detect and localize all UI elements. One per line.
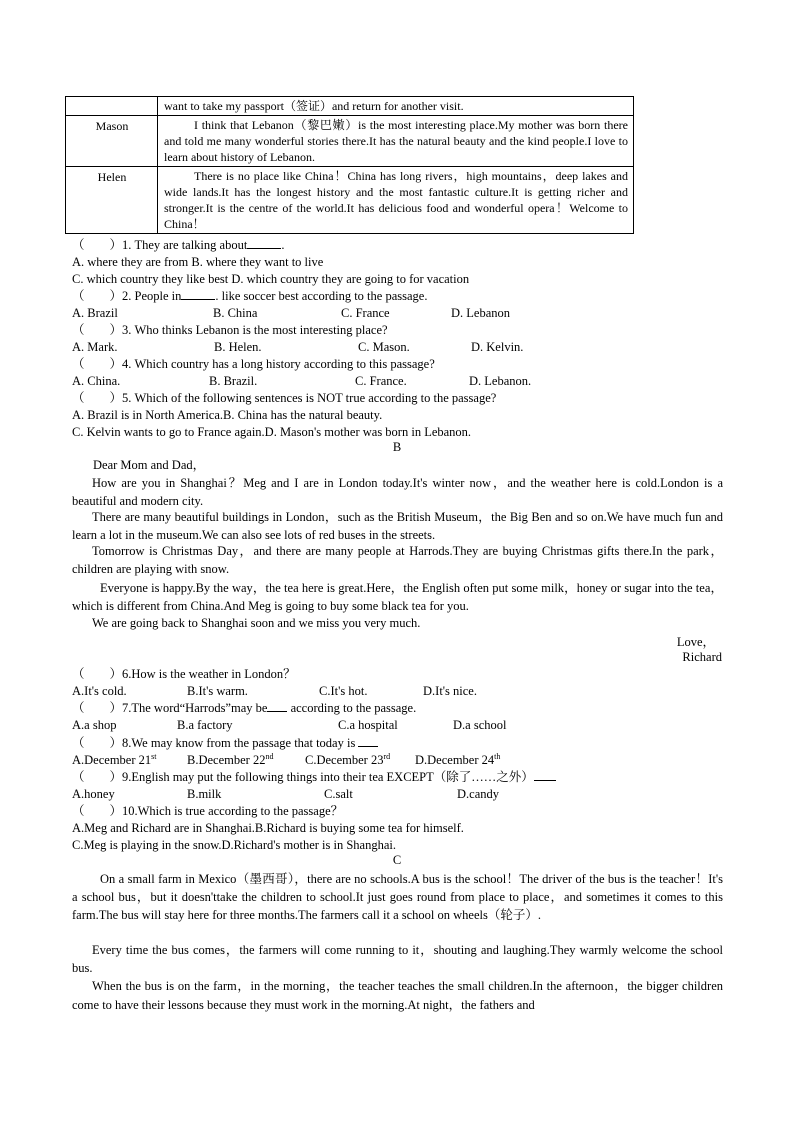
question-5-option-line: A. Brazil is in North America.B. China has the natural beauty. — [72, 408, 383, 422]
letter-paragraph: How are you in Shanghai？Meg and I are in London today.It's winter now，and the weather here is cold.London is a beautiful and modern city. — [72, 476, 723, 508]
option: B.a factory — [177, 718, 233, 732]
option: D. Kelvin. — [471, 340, 524, 354]
answer-blank — [358, 746, 378, 747]
table-text: There is no place like China！China has long rivers，high mountains，deep lakes and wide lands.It has the longest history and the most fantastic culture.It is getting richer and stronger.It is the centre of the world.It has delicious food and wonderful opera！Welcome to China！ — [164, 169, 628, 231]
question-3-options — [72, 339, 724, 356]
option: D. Lebanon — [451, 306, 511, 320]
option: C. Mason. — [358, 340, 410, 354]
question-9-options — [72, 786, 724, 803]
question-5-option-line: C. Kelvin wants to go to France again.D. Mason's mother was born in Lebanon. — [72, 425, 472, 439]
option: C. France. — [355, 374, 407, 388]
country-opinions-table — [65, 96, 634, 234]
section-b-heading: B — [392, 440, 402, 454]
option: D.It's nice. — [423, 684, 477, 698]
option: B. China — [213, 306, 258, 320]
option: A. China. — [72, 374, 121, 388]
question-2-options — [72, 305, 724, 322]
option: D.a school — [453, 718, 507, 732]
option: C.salt — [324, 787, 353, 801]
table-name-cell: Mason — [66, 116, 158, 167]
question-9: （ ）9.English may put the following things into their tea EXCEPT（除了……之外） — [72, 769, 724, 786]
question-3: （ ）3. Who thinks Lebanon is the most interesting place? — [72, 323, 388, 337]
option: B.December 22nd — [187, 751, 274, 767]
option: B.It's warm. — [187, 684, 248, 698]
question-2: （ ）2. People in . like soccer best according to the passage. — [72, 289, 428, 303]
option: A.honey — [72, 787, 115, 801]
letter-closing: Love， — [676, 635, 715, 649]
letter-paragraph: Everyone is happy.By the way，the tea here is great.Here，the English often put some milk，honey or sugar into the tea，which is different from China.And Meg is going to buy some black tea for you. — [72, 581, 723, 613]
passage-paragraph: On a small farm in Mexico（墨西哥），there are no schools.A bus is the school！The driver of the bus is the teacher！It's a school bus，but it doesn'ttake the children to school.It just goes round from place to place，and sometimes it comes to this farm.The bus will stay here for three months.The farmers call it a school on wheels（轮子）. — [72, 872, 723, 922]
option: C. France — [341, 306, 390, 320]
question-10-option-line: A.Meg and Richard are in Shanghai.B.Richard is buying some tea for himself. — [72, 821, 464, 835]
letter-signature: Richard — [682, 650, 722, 664]
option: C.It's hot. — [319, 684, 368, 698]
option: A.December 21st — [72, 751, 157, 767]
answer-blank — [247, 248, 281, 249]
letter-paragraph: Tomorrow is Christmas Day，and there are many people at Harrods.They are buying Christmas gifts there.In the park，children are playing with snow. — [72, 544, 723, 576]
letter-paragraph: We are going back to Shanghai soon and we miss you very much. — [92, 616, 421, 630]
table-name-cell — [66, 97, 158, 116]
answer-blank — [181, 299, 215, 300]
table-row — [66, 116, 634, 167]
answer-blank — [534, 780, 556, 781]
option: D.candy — [457, 787, 499, 801]
table-text: I think that Lebanon（黎巴嫩）is the most interesting place.My mother was born there and told me many wonderful stories there.It has the natural beauty and the kind people.I love to learn about history of Lebanon. — [164, 118, 628, 164]
option: B. Brazil. — [209, 374, 258, 388]
table-name-cell: Helen — [66, 167, 158, 234]
passage-paragraph: Every time the bus comes，the farmers will come running to it，shouting and laughing.They warmly welcome the school bus. — [72, 943, 723, 975]
question-4: （ ）4. Which country has a long history according to this passage? — [72, 357, 435, 371]
option: C.a hospital — [338, 718, 398, 732]
question-5: （ ）5. Which of the following sentences is NOT true according to the passage? — [72, 391, 497, 405]
question-8-options — [72, 752, 724, 769]
question-7: （ ）7.The word“Harrods”may be according to the passage. — [72, 701, 417, 715]
option: D.December 24th — [415, 751, 501, 767]
question-6-options — [72, 683, 724, 700]
option: A.It's cold. — [72, 684, 127, 698]
table-row — [66, 97, 634, 116]
letter-paragraph: There are many beautiful buildings in London，such as the British Museum，the Big Ben and so on.We have much fun and learn a lot in the museum.We can also see lots of red buses in the streets. — [72, 510, 723, 542]
question-4-options — [72, 373, 724, 390]
option: C.December 23rd — [305, 751, 391, 767]
question-1-option-line: C. which country they like best D. which country they are going to for vacation — [72, 272, 470, 286]
question-10: （ ）10.Which is true according to the passage？ — [72, 804, 344, 818]
option: D. Lebanon. — [469, 374, 532, 388]
question-10-option-line: C.Meg is playing in the snow.D.Richard's mother is in Shanghai. — [72, 838, 396, 852]
table-text-cell — [158, 116, 634, 167]
option: A. Brazil — [72, 306, 118, 320]
passage-paragraph: When the bus is on the farm，in the morning，the teacher teaches the small children.In the afternoon，the bigger children come to have their lessons because they must work in the morning.At night，the fathers and — [72, 979, 723, 1012]
question-1-option-line: A. where they are from B. where they want to live — [72, 255, 324, 269]
letter-greeting: Dear Mom and Dad， — [93, 458, 206, 472]
table-text-cell — [158, 167, 634, 234]
option: B. Helen. — [214, 340, 262, 354]
table-row — [66, 167, 634, 234]
answer-blank — [267, 711, 287, 712]
option: B.milk — [187, 787, 222, 801]
option: A.a shop — [72, 718, 117, 732]
section-c-heading: C — [392, 853, 402, 867]
question-8: （ ）8.We may know from the passage that today is — [72, 735, 724, 752]
table-text-cell: want to take my passport（签证）and return for another visit. — [158, 97, 634, 116]
question-6: （ ）6.How is the weather in London？ — [72, 667, 296, 681]
question-1: （ ）1. They are talking about . — [72, 238, 285, 252]
option: A. Mark. — [72, 340, 118, 354]
question-7-options — [72, 717, 724, 734]
